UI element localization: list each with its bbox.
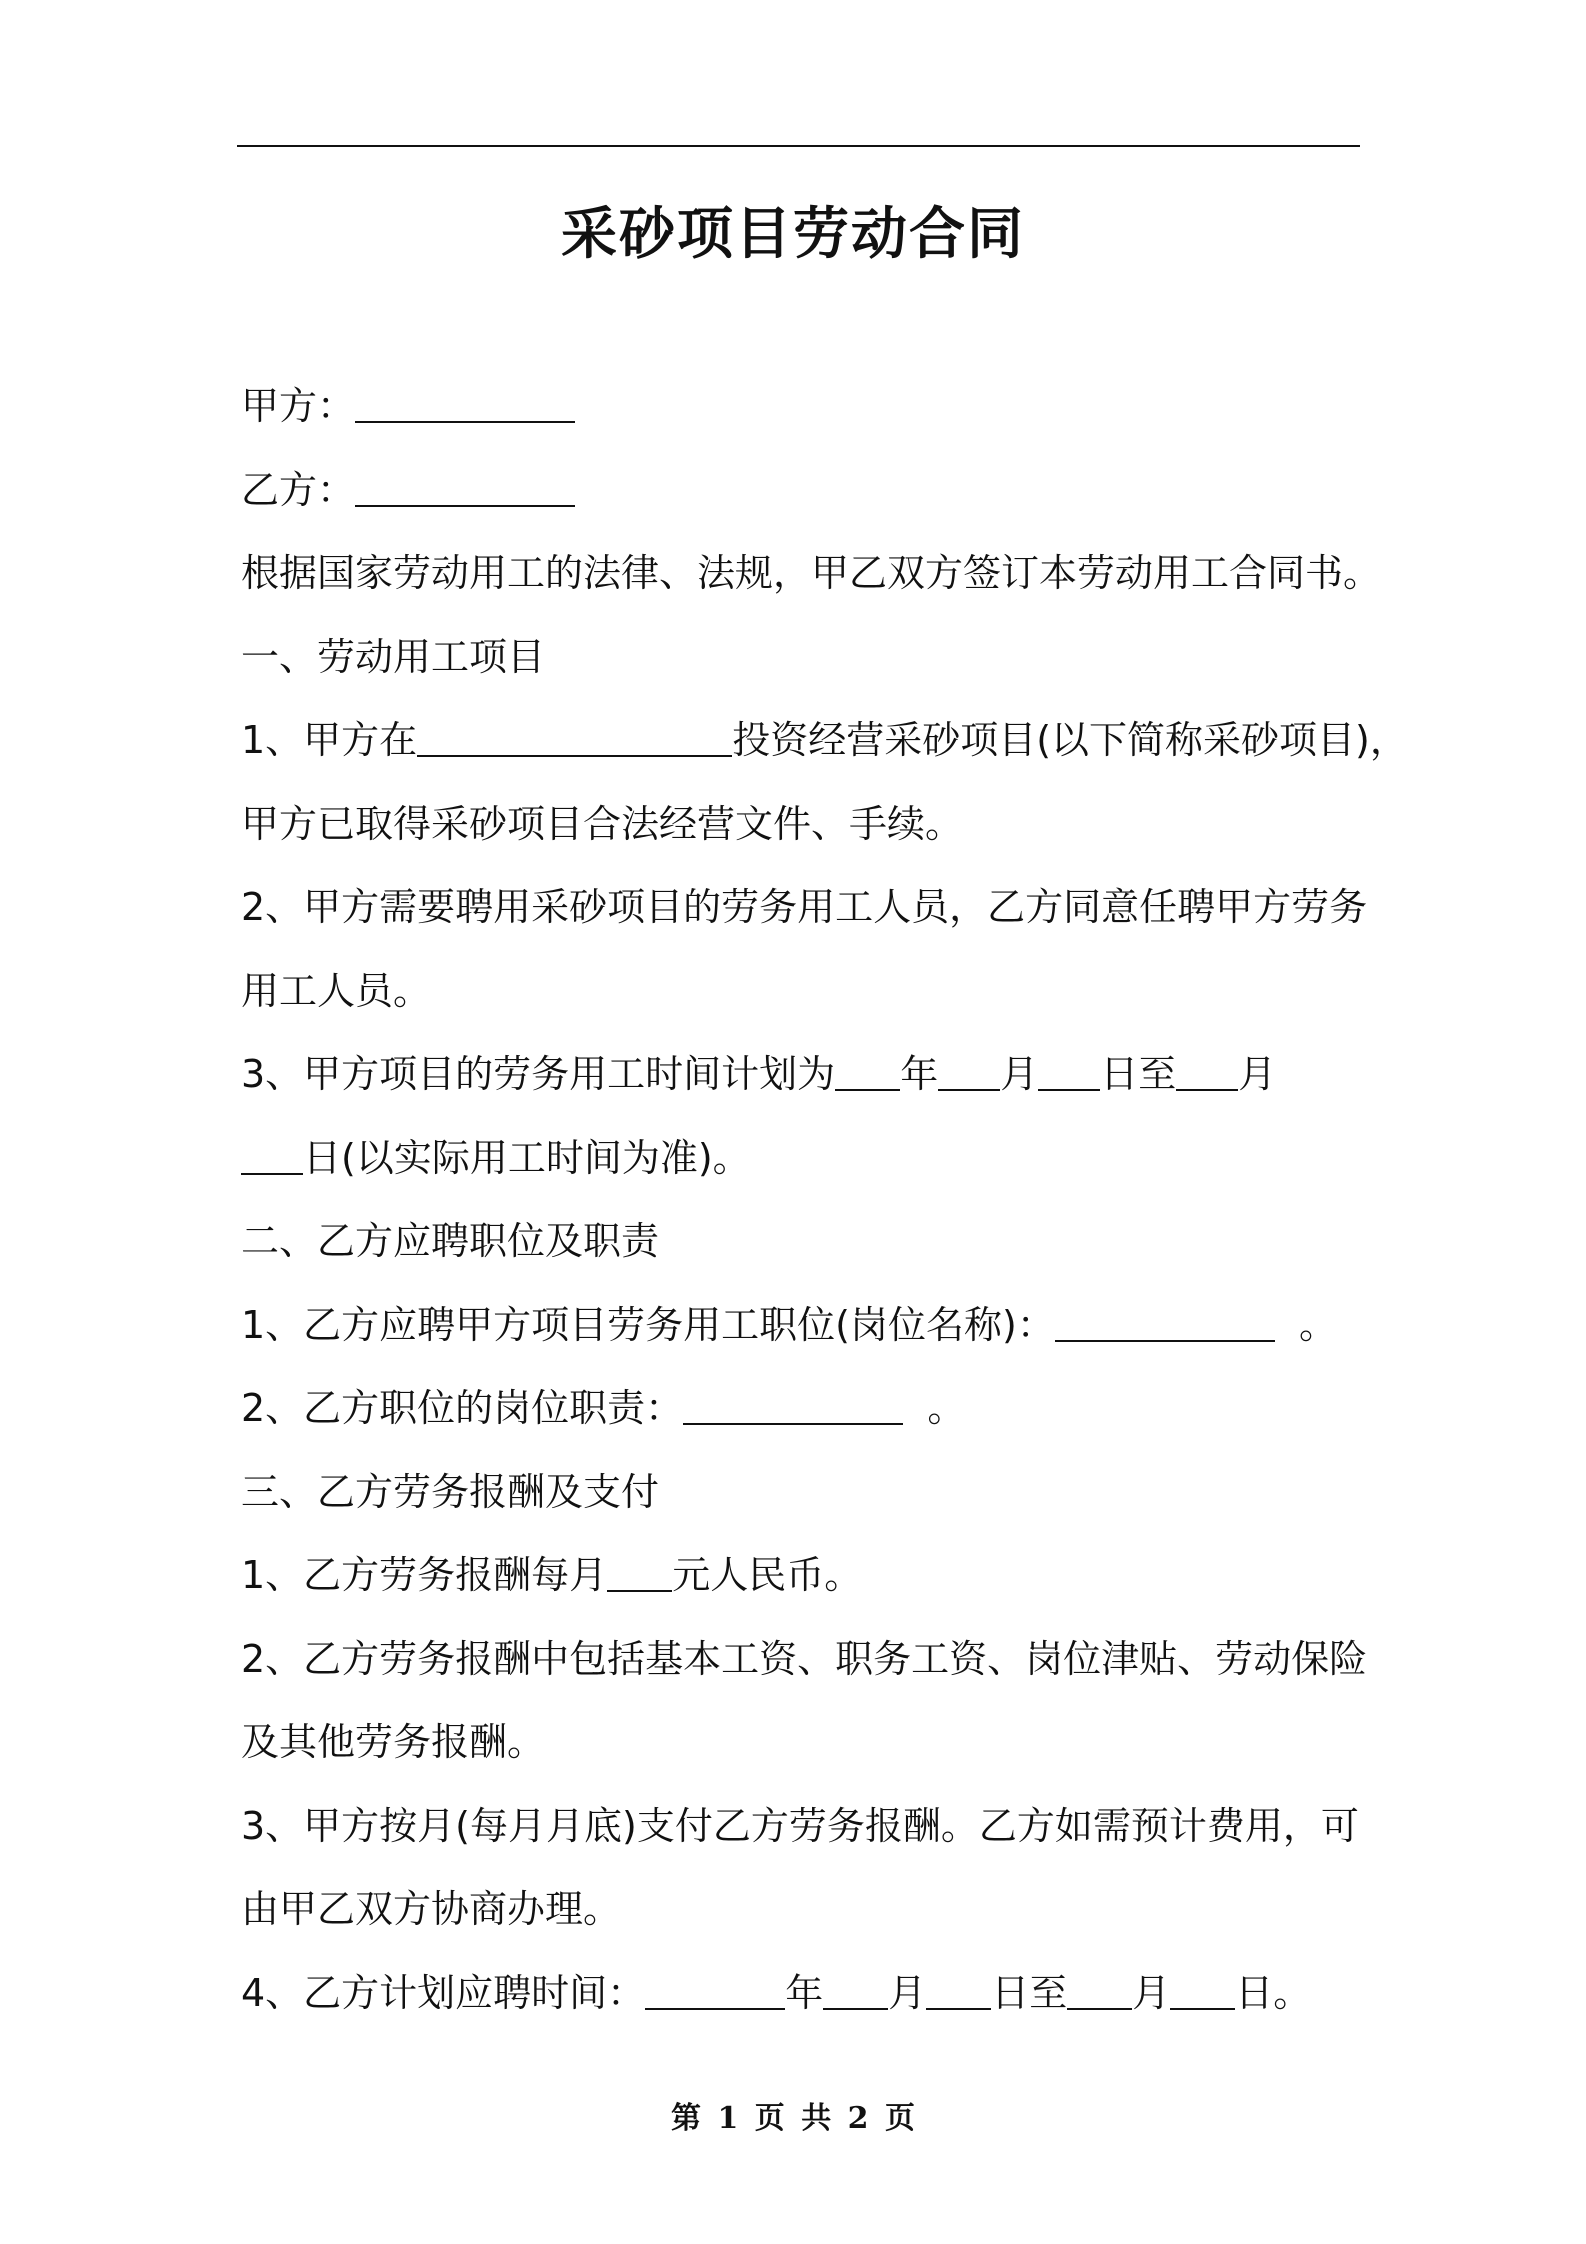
s3-item-1-pre: 1、乙方劳务报酬每月	[241, 1553, 608, 1597]
s3-item-2-continued: 及其他劳务报酬。	[241, 1720, 546, 1764]
s2-item-1	[241, 1284, 1381, 1368]
section-1-heading: 一、劳动用工项目	[241, 634, 546, 679]
party-a-blank	[355, 383, 575, 423]
s1-item-2-continued: 用工人员。	[241, 968, 432, 1013]
s2-item-2	[241, 1367, 1381, 1451]
s1-item-3	[241, 1033, 1381, 1117]
hire-year-blank	[645, 1970, 785, 2010]
s3-item-4-pre: 4、乙方计划应聘时间：	[241, 1970, 646, 2015]
party-a-line	[241, 365, 1381, 449]
hire-start-day-blank	[926, 1970, 991, 2010]
month-label-2: 月	[1238, 1052, 1277, 1096]
start-month-blank	[938, 1051, 1000, 1091]
hire-start-month-blank	[823, 1970, 888, 2010]
party-b-label: 乙方：	[241, 467, 356, 512]
s1-item-1-post: 投资经营采砂项目(以下简称采砂项目)，	[732, 718, 1408, 762]
section-3-heading: 三、乙方劳务报酬及支付	[241, 1469, 660, 1514]
day-to-label: 日至	[1100, 1052, 1177, 1096]
month-label: 月	[1000, 1052, 1039, 1096]
s1-item-3-pre: 3、甲方项目的劳务用工时间计划为	[241, 1052, 836, 1096]
s3-item-2: 2、乙方劳务报酬中包括基本工资、职务工资、岗位津贴、劳动保险	[241, 1636, 1368, 1681]
s1-item-3-cont: 日(以实际用工时间为准)。	[303, 1135, 751, 1180]
contract-body	[241, 365, 1408, 2035]
hire-day-end-label: 日。	[1235, 1970, 1312, 2015]
s2-item-2-period: 。	[927, 1386, 966, 1430]
s1-item-1-pre: 1、甲方在	[241, 718, 418, 762]
section-2-heading: 二、乙方应聘职位及职责	[241, 1219, 660, 1263]
s3-item-3-continued: 由甲乙双方协商办理。	[241, 1887, 622, 1931]
s1-item-1	[241, 699, 1408, 783]
salary-blank	[607, 1552, 672, 1592]
s3-item-1	[241, 1534, 1381, 1618]
s1-item-2: 2、甲方需要聘用采砂项目的劳务用工人员，乙方同意任聘甲方劳务	[241, 885, 1368, 929]
hire-end-day-blank	[1170, 1970, 1235, 2010]
hire-month-label: 月	[888, 1970, 927, 2015]
intro-paragraph: 根据国家劳动用工的法律、法规，甲乙双方签订本劳动用工合同书。	[241, 551, 1382, 595]
hire-month-label-2: 月	[1132, 1970, 1171, 2015]
hire-year-label: 年	[785, 1970, 824, 2015]
start-day-blank	[1038, 1051, 1100, 1091]
s3-item-3: 3、甲方按月(每月月底)支付乙方劳务报酬。乙方如需预计费用，可	[241, 1803, 1359, 1848]
party-b-blank	[355, 467, 575, 507]
position-name-blank	[1055, 1302, 1275, 1342]
s2-item-1-period: 。	[1299, 1302, 1338, 1347]
hire-end-month-blank	[1067, 1970, 1132, 2010]
s2-item-1-text: 1、乙方应聘甲方项目劳务用工职位(岗位名称)：	[241, 1302, 1055, 1347]
s1-item-3-continued	[241, 1117, 1381, 1201]
hire-day-to-label: 日至	[991, 1970, 1068, 2015]
end-month-blank	[1176, 1051, 1238, 1091]
location-blank	[417, 717, 732, 757]
start-year-blank	[835, 1051, 900, 1091]
document-title: 采砂项目劳动合同	[561, 202, 1025, 267]
s3-item-1-post: 元人民币。	[672, 1553, 863, 1597]
year-label: 年	[900, 1052, 939, 1096]
header-rule	[237, 145, 1360, 147]
s2-item-2-text: 2、乙方职位的岗位职责：	[241, 1386, 684, 1430]
end-day-blank	[241, 1135, 303, 1175]
duties-blank	[683, 1385, 903, 1425]
party-b-line	[241, 449, 1381, 533]
s1-item-1-continued: 甲方已取得采砂项目合法经营文件、手续。	[241, 801, 964, 846]
page-footer: 第 1 页 共 2 页	[671, 2101, 915, 2136]
s3-item-4	[241, 1952, 1381, 2036]
party-a-label: 甲方：	[241, 384, 356, 428]
